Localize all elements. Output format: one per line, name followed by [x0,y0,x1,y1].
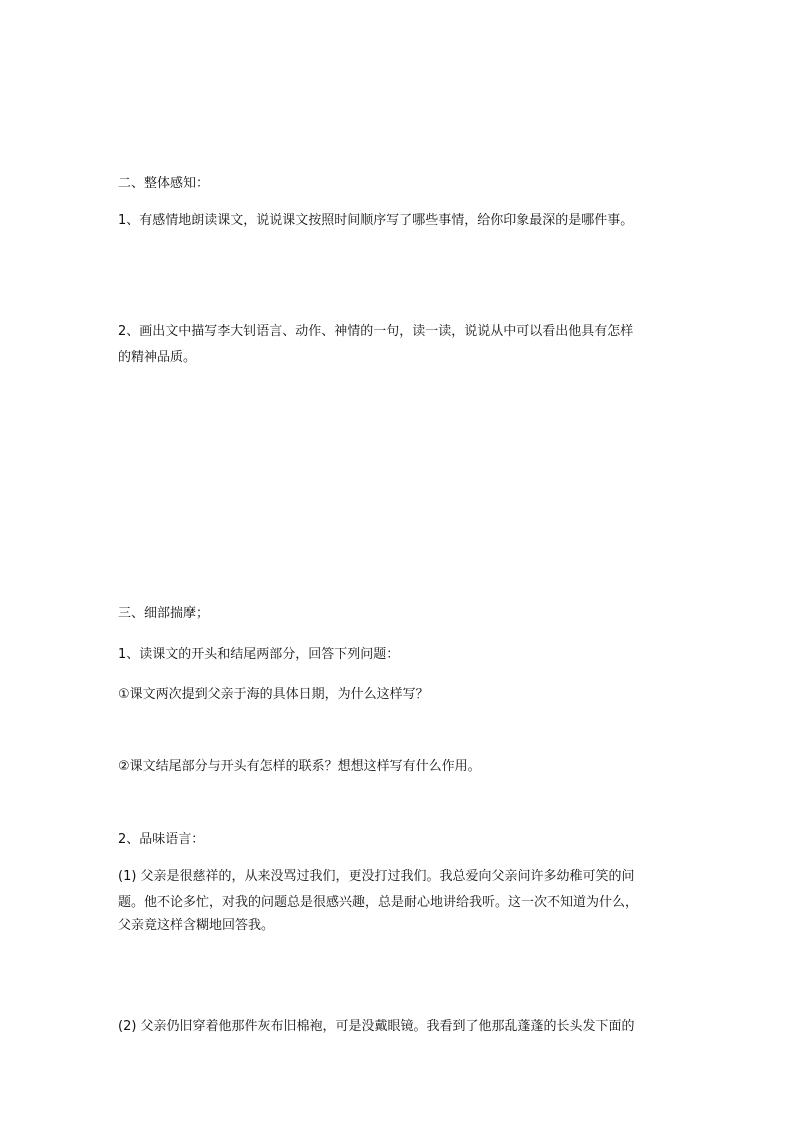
question-3-1-a: ①课文两次提到父亲于海的具体日期，为什么这样写？ [118,687,429,702]
question-2-2-line2: 的精神品质。 [118,350,197,365]
passage-1-line2: 题。他不论多忙，对我的问题总是很感兴趣，总是耐心地讲给我听。这一次不知道为什么， [118,895,639,910]
passage-1-line1: (1) 父亲是很慈祥的，从来没骂过我们，更没打过我们。我总爱向父亲问许多幼稚可笑的问 [118,869,635,884]
passage-2-line1: (2) 父亲仍旧穿着他那件灰布旧棉袍，可是没戴眼镜。我看到了他那乱蓬蓬的长头发下面的 [118,1019,635,1034]
question-2-2-line1: 2、画出文中描写李大钊语言、动作、神情的一句，读一读，说说从中可以看出他具有怎样 [118,324,634,339]
question-3-1-b: ②课文结尾部分与开头有怎样的联系？想想这样写有什么作用。 [118,759,481,774]
passage-1-line3: 父亲竟这样含糊地回答我。 [118,918,275,933]
question-3-2: 2、品味语言： [118,832,205,847]
section-2-heading: 二、整体感知： [118,176,210,191]
question-2-1: 1、有感情地朗读课文，说说课文按照时间顺序写了哪些事情，给你印象最深的是哪件事。 [118,213,634,228]
section-3-heading: 三、细部揣摩； [118,606,210,621]
question-3-1: 1、读课文的开头和结尾两部分，回答下列问题： [118,647,400,662]
